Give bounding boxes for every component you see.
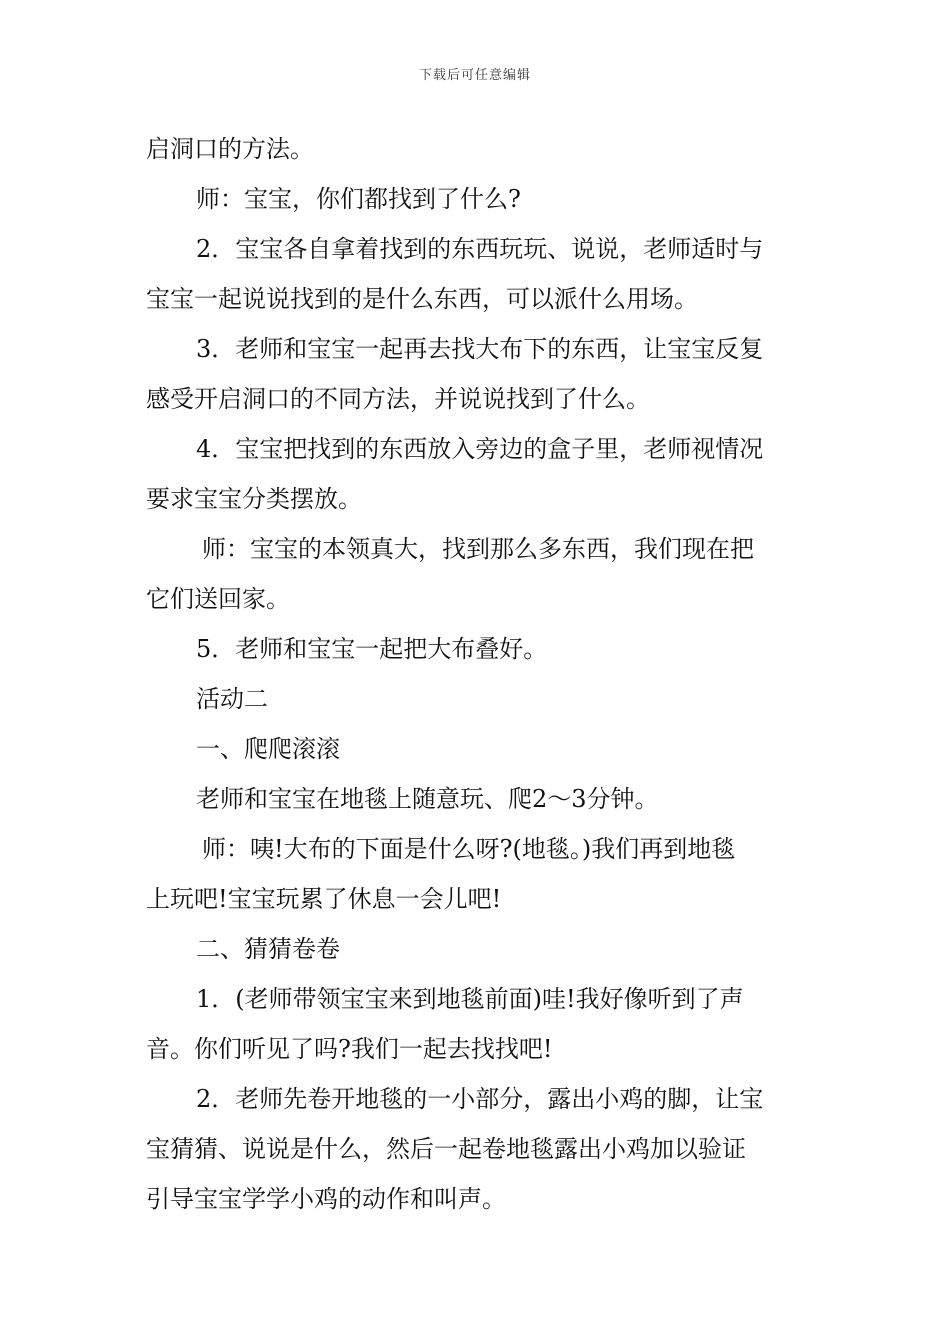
text-line: 师：宝宝的本领真大，找到那么多东西，我们现在把 xyxy=(202,535,754,563)
text-line: 它们送回家。 xyxy=(146,585,290,613)
document-body xyxy=(146,124,808,1224)
text-line: 要求宝宝分类摆放。 xyxy=(146,485,362,513)
text-line: 2．宝宝各自拿着找到的东西玩玩、说说，老师适时与 xyxy=(196,235,764,263)
text-line: 宝宝一起说说找到的是什么东西，可以派什么用场。 xyxy=(146,285,698,313)
text-line: 4．宝宝把找到的东西放入旁边的盒子里，老师视情况 xyxy=(196,435,764,463)
text-line: 启洞口的方法。 xyxy=(146,135,314,163)
text-line: 1．(老师带领宝宝来到地毯前面)哇!我好像听到了声 xyxy=(196,985,744,1013)
page-header: 下载后可任意编辑 xyxy=(418,68,531,83)
text-line: 老师和宝宝在地毯上随意玩、爬2～3分钟。 xyxy=(196,785,659,813)
text-line: 感受开启洞口的不同方法，并说说找到了什么。 xyxy=(146,385,650,413)
text-line: 2．老师先卷开地毯的一小部分，露出小鸡的脚，让宝 xyxy=(196,1085,764,1113)
text-line: 引导宝宝学学小鸡的动作和叫声。 xyxy=(146,1185,506,1213)
text-line: 师：宝宝，你们都找到了什么? xyxy=(196,185,521,213)
text-line: 上玩吧!宝宝玩累了休息一会儿吧! xyxy=(146,885,502,913)
text-line: 音。你们听见了吗?我们一起去找找吧! xyxy=(146,1035,553,1063)
text-line: 宝猜猜、说说是什么，然后一起卷地毯露出小鸡加以验证 xyxy=(146,1135,746,1163)
text-line: 5．老师和宝宝一起把大布叠好。 xyxy=(196,635,548,663)
section-heading: 二、猜猜卷卷 xyxy=(196,935,340,963)
text-line: 3．老师和宝宝一起再去找大布下的东西，让宝宝反复 xyxy=(196,335,764,363)
section-heading: 一、爬爬滚滚 xyxy=(196,735,340,763)
section-heading: 活动二 xyxy=(196,685,268,713)
text-line: 师：咦!大布的下面是什么呀?(地毯。)我们再到地毯 xyxy=(202,835,736,863)
